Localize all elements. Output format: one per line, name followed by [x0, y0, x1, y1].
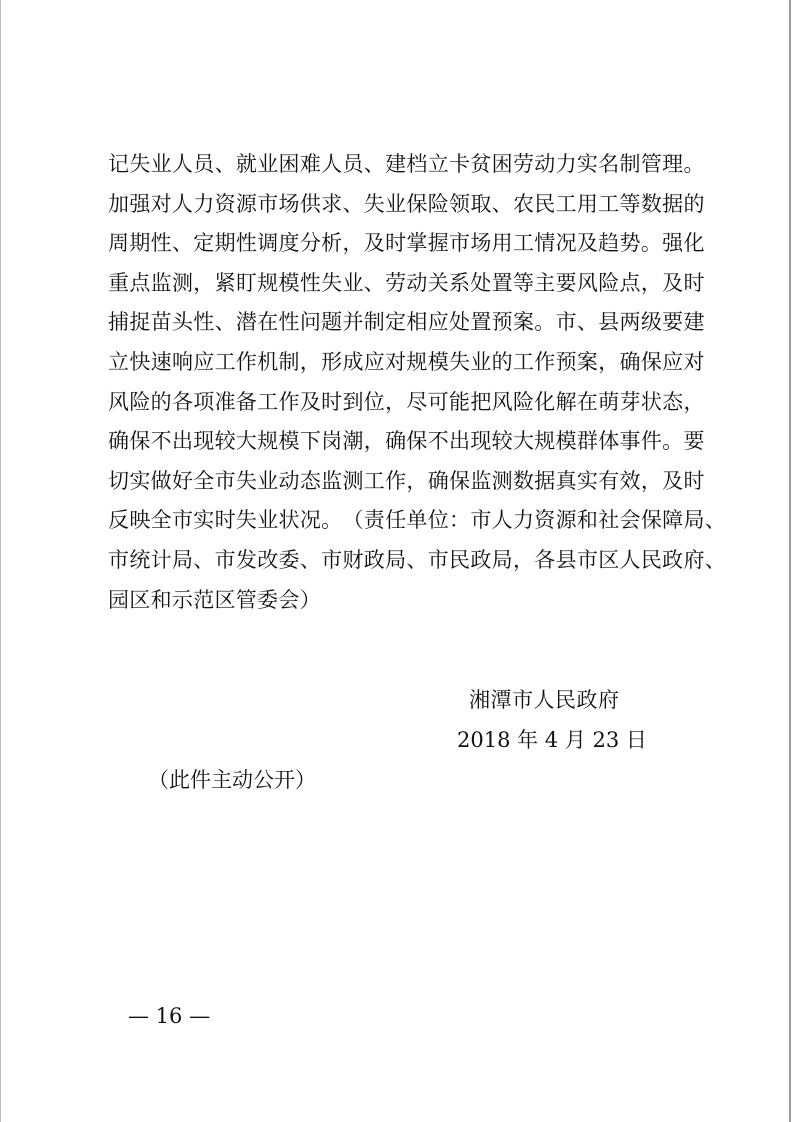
body-line: 捕 捉 苗 头 性 、 潜 在 性 问 题 并 制 定 相 应 处 置 预 案 。 市 、 县 两 级 要 建 — [108, 310, 705, 335]
body-line: 风 险 的 各 项 准 备 工 作 及 时 到 位 ， 尽 可 能 把 风 险 化 解 在 萌 芽 状 态 ， — [108, 389, 705, 414]
body-line: 反 映 全 市 实 时 失 业 状 况 。 （ 责 任 单 位 ： 市 人 力 资 源 和 社 会 保 障 局 、 — [108, 508, 727, 533]
body-line: 园区和示范区管委会） — [108, 587, 321, 612]
page-edge-left — [0, 0, 1, 1122]
disclosure-note: （此件主动公开） — [148, 768, 316, 792]
body-paragraph — [108, 145, 727, 620]
body-line: 记 失 业 人 员 、 就 业 困 难 人 员 、 建 档 立 卡 贫 困 劳 动 力 实 名 制 管 理 。 — [108, 152, 705, 176]
page-number: — 16 — — [128, 1004, 211, 1028]
body-line: 立 快 速 响 应 工 作 机 制 ， 形 成 应 对 规 模 失 业 的 工 作 预 案 ， 确 保 应 对 — [108, 349, 705, 374]
issuing-authority: 湘潭市人民政府 — [469, 688, 620, 712]
body-line: 重 点 监 测 ， 紧 盯 规 模 性 失 业 、 劳 动 关 系 处 置 等 主 要 风 险 点 ， 及 时 — [108, 270, 705, 295]
page-edge-right — [789, 0, 791, 1122]
body-line: 切 实 做 好 全 市 失 业 动 态 监 测 工 作 ， 确 保 监 测 数 据 真 实 有 效 ， 及 时 — [108, 468, 705, 493]
body-line: 加 强 对 人 力 资 源 市 场 供 求 、 失 业 保 险 领 取 、 农 民 工 用 工 等 数 据 的 — [108, 191, 705, 216]
issue-date: 2018 年 4 月 23 日 — [457, 728, 647, 752]
body-line: 确 保 不 出 现 较 大 规 模 下 岗 潮 ， 确 保 不 出 现 较 大 规 模 群 体 事 件 。 要 — [108, 429, 705, 454]
body-line: 周 期 性 、 定 期 性 调 度 分 析 ， 及 时 掌 握 市 场 用 工 情 况 及 趋 势 。 强 化 — [108, 231, 705, 256]
body-line: 市 统 计 局 、 市 发 改 委 、 市 财 政 局 、 市 民 政 局 ， 各 县 市 区 人 民 政 府 、 — [108, 547, 727, 572]
